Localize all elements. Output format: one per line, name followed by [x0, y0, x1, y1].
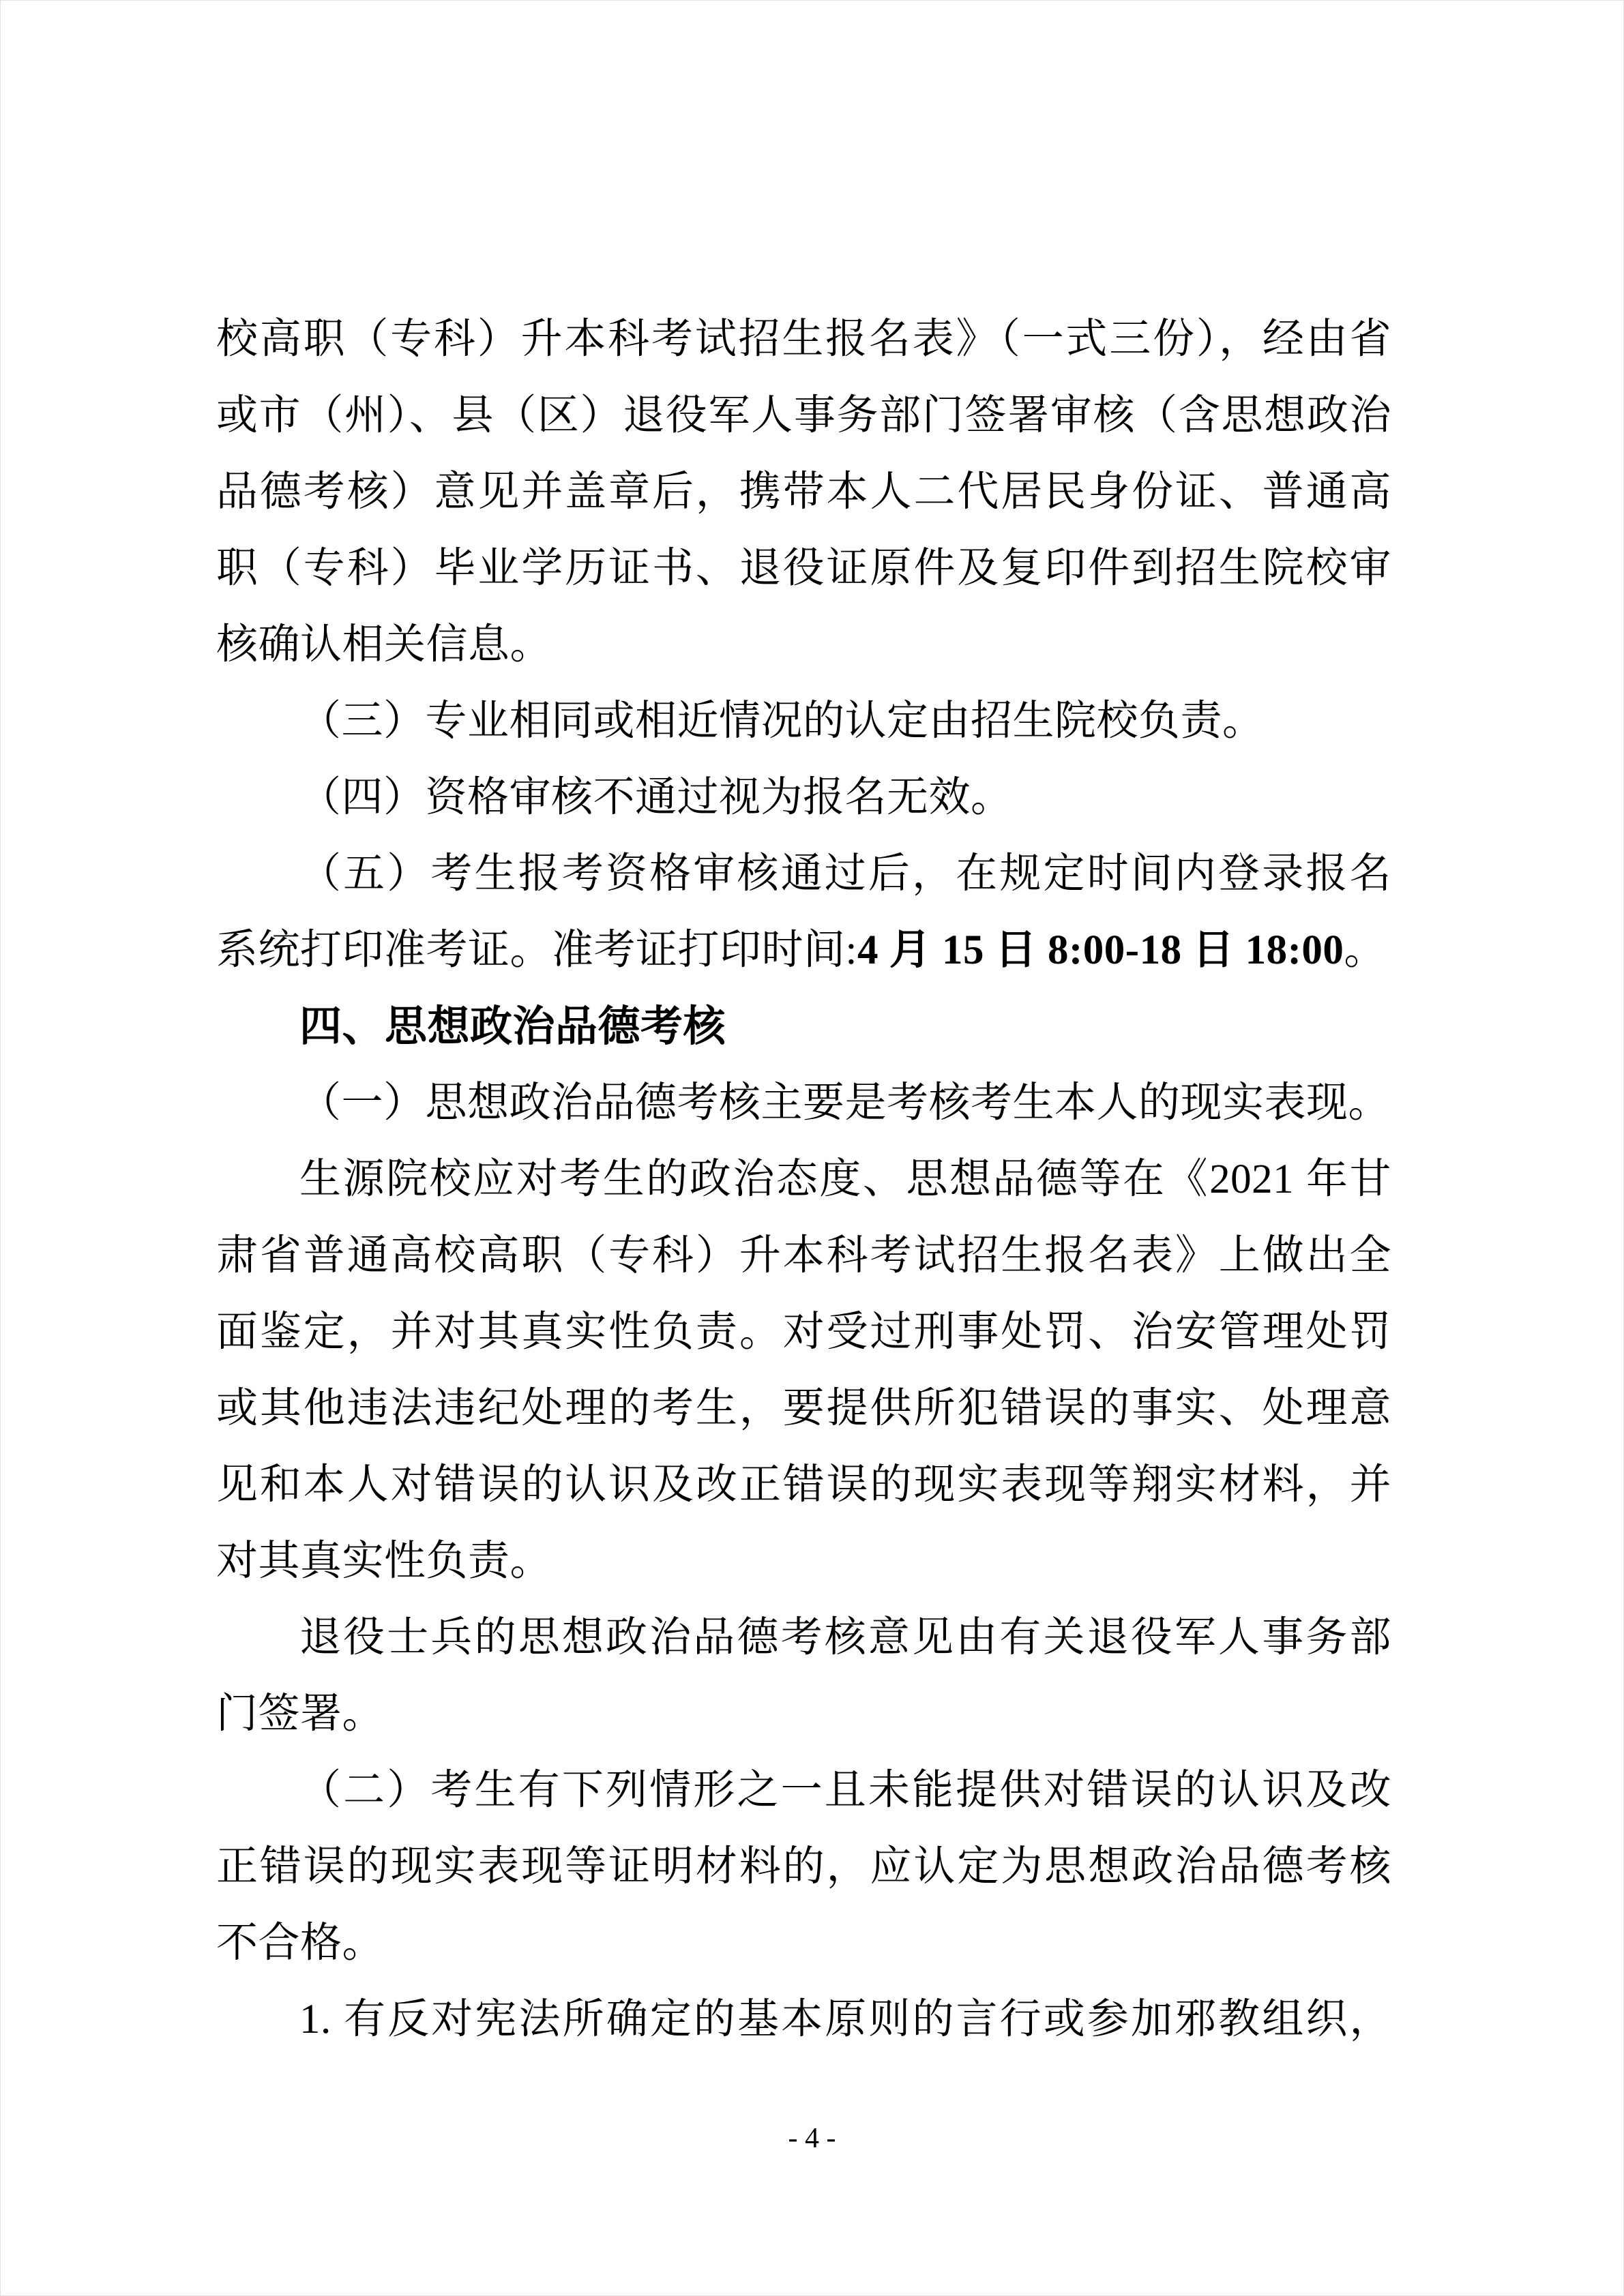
text-block — [216, 301, 1391, 2058]
text-line: 正错误的现实表现等证明材料的，应认定为思想政治品德考核 — [216, 1844, 1391, 1890]
text-line: 核确认相关信息。 — [216, 622, 552, 668]
text-line: 1. 有反对宪法所确定的基本原则的言行或参加邪教组织， — [299, 1997, 1391, 2042]
text-line: 肃省普通高校高职（专科）升本科考试招生报名表》上做出全 — [216, 1233, 1391, 1279]
text-line: 门签署。 — [216, 1691, 385, 1737]
text-line: （一）思想政治品德考核主要是考核考生本人的现实表现。 — [299, 1080, 1391, 1126]
bold-text-run: 4 月 15 日 8:00-18 日 18:00 — [857, 927, 1344, 973]
text-line: 退役士兵的思想政治品德考核意见由有关退役军人事务部 — [299, 1615, 1391, 1660]
text-line: 面鉴定，并对其真实性负责。对受过刑事处罚、治安管理处罚 — [216, 1309, 1391, 1355]
text-line: 品德考核）意见并盖章后，携带本人二代居民身份证、普通高 — [216, 469, 1391, 515]
text-run: 。 — [1344, 927, 1386, 973]
text-line: （三）专业相同或相近情况的认定由招生院校负责。 — [299, 698, 1265, 744]
text-line: （四）资格审核不通过视为报名无效。 — [299, 775, 1013, 820]
text-line: 不合格。 — [216, 1920, 385, 1966]
text-line: 见和本人对错误的认识及改正错误的现实表现等翔实材料，并 — [216, 1462, 1391, 1508]
text-line: （五）考生报考资格审核通过后，在规定时间内登录报名 — [299, 851, 1391, 897]
page-number: - 4 - — [788, 2123, 836, 2154]
text-line: 或市（州）、县（区）退役军人事务部门签署审核（含思想政治 — [216, 393, 1391, 438]
text-line: （二）考生有下列情形之一且未能提供对错误的认识及改 — [299, 1768, 1391, 1813]
text-line: 校高职（专科）升本科考试招生报名表》（一式三份），经由省 — [216, 316, 1391, 362]
text-line: 或其他违法违纪处理的考生，要提供所犯错误的事实、处理意 — [216, 1386, 1391, 1431]
section-heading: 四、思想政治品德考核 — [299, 1003, 726, 1050]
text-line: 对其真实性负责。 — [216, 1538, 552, 1584]
text-line: 生源院校应对考生的政治态度、思想品德等在《2021 年甘 — [299, 1157, 1391, 1202]
text-line — [216, 912, 1391, 989]
text-line: 职（专科）毕业学历证书、退役证原件及复印件到招生院校审 — [216, 546, 1391, 591]
text-run: 系统打印准考证。准考证打印时间: — [216, 927, 857, 973]
